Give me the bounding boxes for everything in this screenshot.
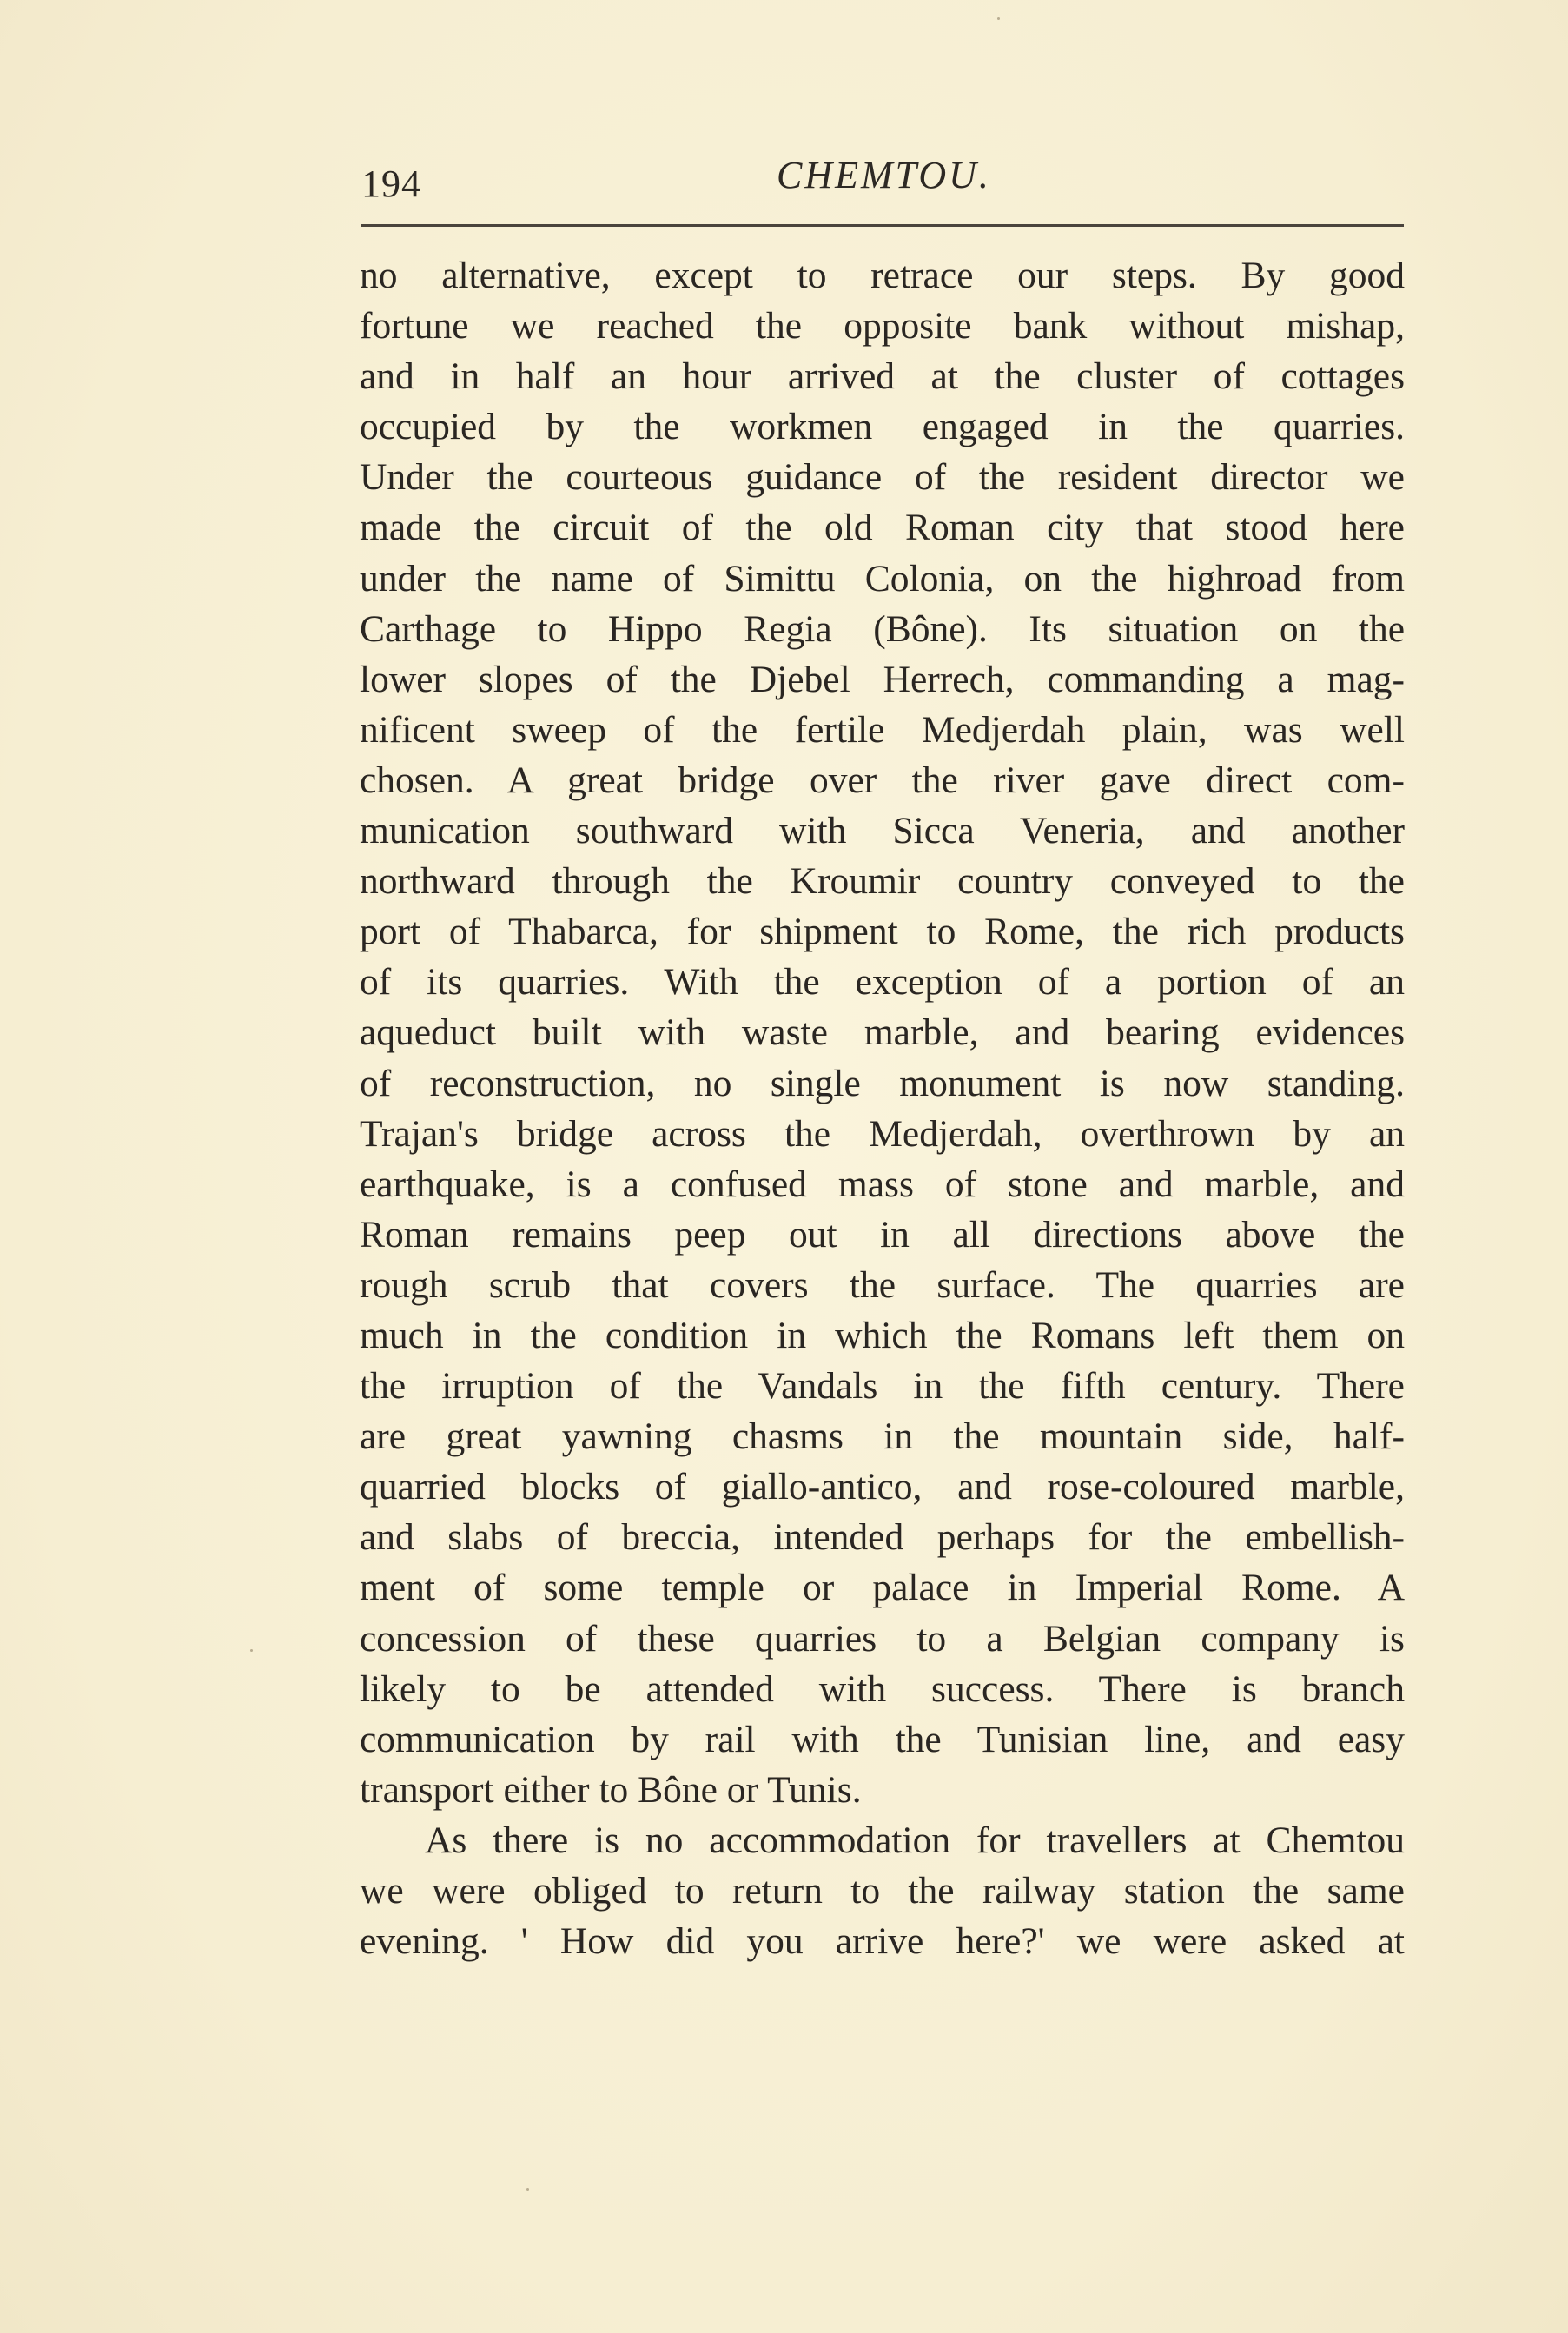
text-line: nificent sweep of the fertile Medjerdah plain, was well: [360, 708, 1405, 751]
text-line: Trajan's bridge across the Medjerdah, overthrown by an: [360, 1112, 1405, 1155]
text-line: Under the courteous guidance of the resident director we: [360, 456, 1405, 499]
text-line: made the circuit of the old Roman city that stood here: [360, 507, 1405, 549]
paper-speck: [997, 17, 1000, 20]
text-line: ment of some temple or palace in Imperial Rome. A: [360, 1567, 1405, 1609]
text-line: occupied by the workmen engaged in the quarries.: [360, 406, 1405, 448]
text-line: munication southward with Sicca Veneria, and another: [360, 810, 1405, 852]
text-line: northward through the Kroumir country conveyed to the: [360, 860, 1405, 903]
text-line: are great yawning chasms in the mountain side, half-: [360, 1415, 1405, 1458]
paper-speck: [250, 1649, 253, 1652]
page-number: 194: [361, 162, 421, 205]
text-line: the irruption of the Vandals in the fifth century. There: [360, 1365, 1405, 1408]
text-line: we were obliged to return to the railway station the same: [360, 1870, 1405, 1912]
text-line: no alternative, except to retrace our steps. By good: [360, 255, 1405, 296]
paragraph-end-line: transport either to Bône or Tunis.: [360, 1768, 862, 1811]
text-line: chosen. A great bridge over the river gave direct com-: [360, 759, 1405, 801]
text-line: of reconstruction, no single monument is now standing.: [360, 1062, 1405, 1104]
text-line: aqueduct built with waste marble, and bearing evidences: [360, 1011, 1405, 1054]
paper-speck: [526, 2188, 529, 2191]
text-line: and slabs of breccia, intended perhaps for the embellish-: [360, 1516, 1405, 1559]
text-line: concession of these quarries to a Belgian company is: [360, 1617, 1405, 1660]
text-line: earthquake, is a confused mass of stone and marble, and: [360, 1163, 1405, 1205]
text-line: much in the condition in which the Romans left them on: [360, 1314, 1405, 1356]
text-line: evening. ' How did you arrive here?' we were asked at: [360, 1920, 1405, 1963]
text-line: communication by rail with the Tunisian line, and easy: [360, 1718, 1405, 1760]
text-line: port of Thabarca, for shipment to Rome, the rich products: [360, 911, 1405, 953]
header-rule: [361, 224, 1404, 227]
text-line: lower slopes of the Djebel Herrech, commanding a mag-: [360, 658, 1405, 700]
text-line: of its quarries. With the exception of a portion of an: [360, 961, 1405, 1004]
text-line: likely to be attended with success. There is branch: [360, 1667, 1405, 1710]
body-text: [360, 250, 1405, 1966]
text-line: fortune we reached the opposite bank without mishap,: [360, 305, 1405, 348]
text-line: under the name of Simittu Colonia, on the highroad from: [360, 557, 1405, 600]
text-line: Roman remains peep out in all directions above the: [360, 1213, 1405, 1256]
text-line: quarried blocks of giallo-antico, and rose-coloured marble,: [360, 1466, 1405, 1508]
running-head: [361, 153, 1404, 214]
paragraph-start-line: As there is no accommodation for travellers at Chemtou: [425, 1819, 1405, 1861]
text-line: and in half an hour arrived at the cluster of cottages: [360, 355, 1405, 398]
running-title: CHEMTOU.: [777, 154, 991, 196]
text-line: Carthage to Hippo Regia (Bône). Its situation on the: [360, 607, 1405, 650]
text-line: rough scrub that covers the surface. The quarries are: [360, 1263, 1405, 1306]
